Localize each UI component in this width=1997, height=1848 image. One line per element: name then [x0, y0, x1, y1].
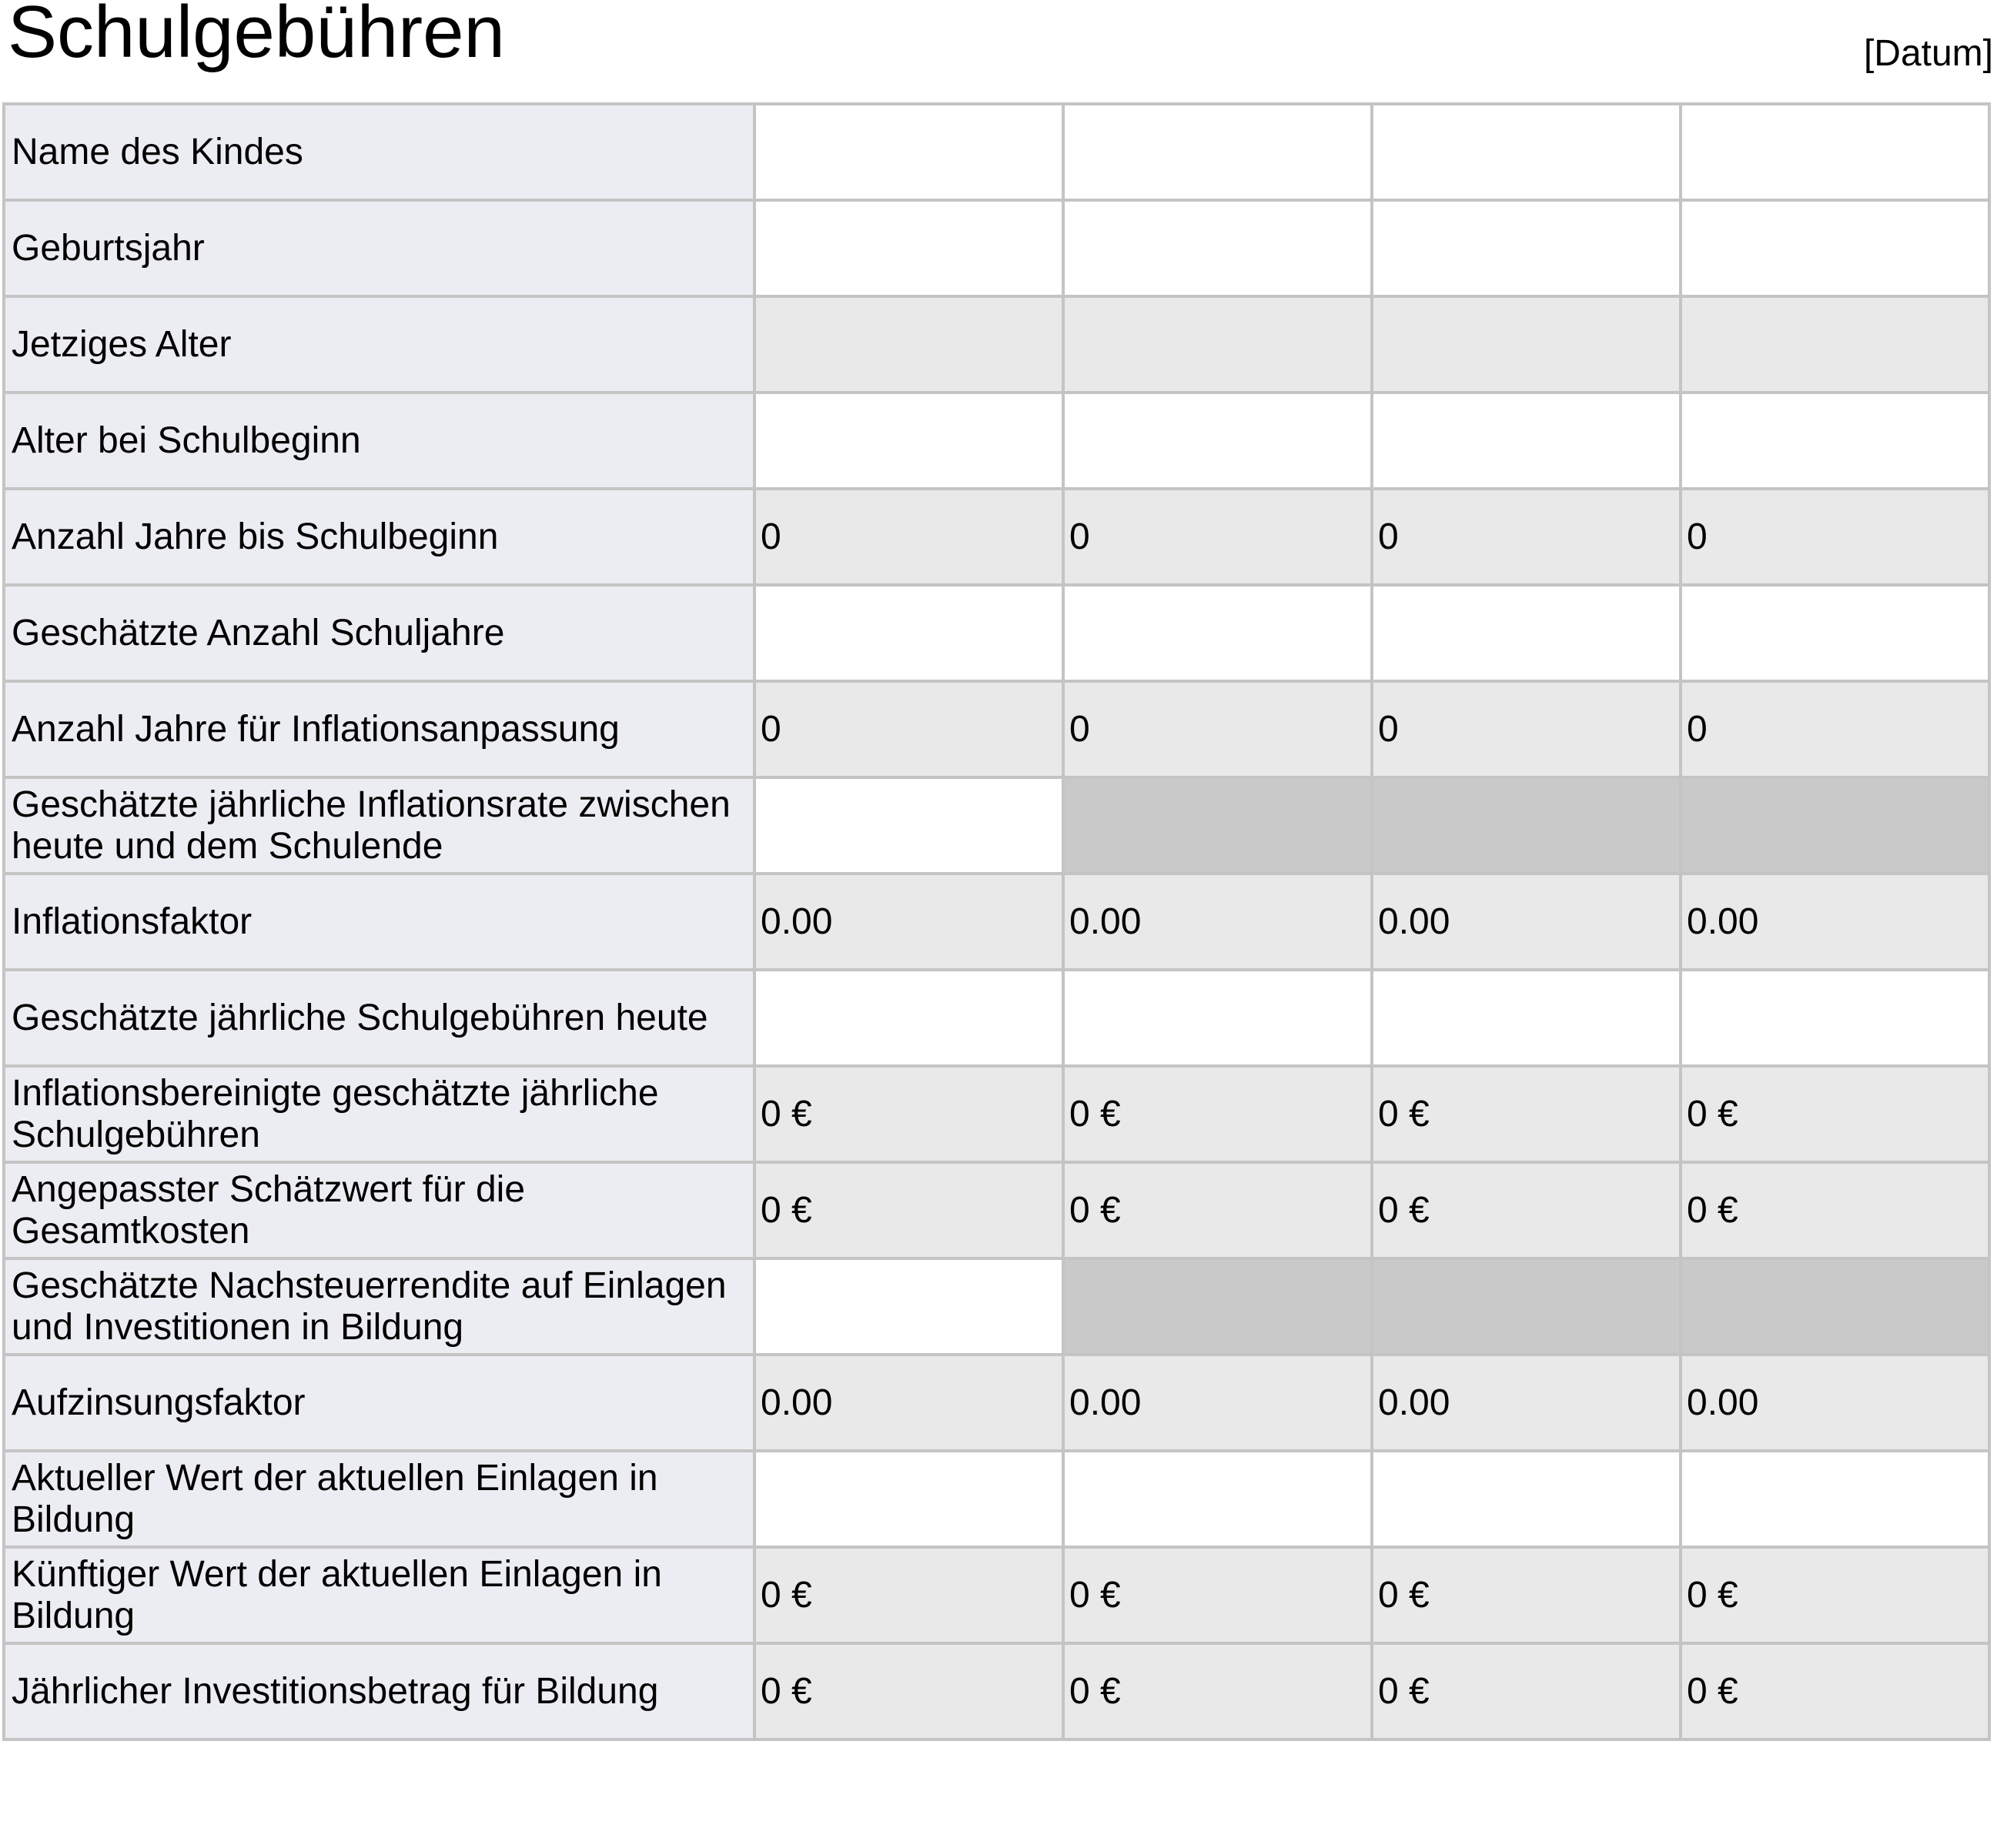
child-4-cell[interactable]	[1681, 970, 1989, 1066]
child-3-cell	[1372, 777, 1681, 874]
child-2-cell[interactable]	[1063, 1451, 1372, 1547]
child-2-cell	[1063, 1258, 1372, 1355]
table-row	[4, 1451, 1989, 1547]
child-1-cell[interactable]	[754, 970, 1063, 1066]
child-3-cell	[1372, 1258, 1681, 1355]
child-4-cell[interactable]	[1681, 393, 1989, 489]
row-label: Name des Kindes	[4, 104, 754, 200]
child-4-cell: 0 €	[1681, 1547, 1989, 1643]
child-2-cell[interactable]	[1063, 104, 1372, 200]
child-4-cell	[1681, 296, 1989, 393]
child-3-cell[interactable]	[1372, 585, 1681, 681]
child-4-cell	[1681, 1258, 1989, 1355]
row-label: Aufzinsungsfaktor	[4, 1355, 754, 1451]
child-1-cell: 0.00	[754, 874, 1063, 970]
row-label: Geschätzte Nachsteuerrendite auf Einlagen und Investitionen in Bildung	[4, 1258, 754, 1355]
child-2-cell[interactable]	[1063, 970, 1372, 1066]
row-label: Geschätzte Anzahl Schuljahre	[4, 585, 754, 681]
child-4-cell[interactable]	[1681, 1451, 1989, 1547]
child-3-cell	[1372, 296, 1681, 393]
child-4-cell[interactable]	[1681, 585, 1989, 681]
child-3-cell[interactable]	[1372, 393, 1681, 489]
table-row	[4, 1258, 1989, 1355]
table-row	[4, 1066, 1989, 1162]
row-label: Geschätzte jährliche Schulgebühren heute	[4, 970, 754, 1066]
child-1-cell[interactable]	[754, 1258, 1063, 1355]
child-2-cell[interactable]	[1063, 585, 1372, 681]
row-label: Inflationsfaktor	[4, 874, 754, 970]
row-label: Geschätzte jährliche Inflationsrate zwischen heute und dem Schulende	[4, 777, 754, 874]
table-row	[4, 1162, 1989, 1258]
child-4-cell: 0 €	[1681, 1643, 1989, 1739]
child-3-cell: 0	[1372, 681, 1681, 777]
table-row	[4, 393, 1989, 489]
tuition-table	[2, 102, 1991, 1741]
child-4-cell[interactable]	[1681, 104, 1989, 200]
table-row	[4, 874, 1989, 970]
child-2-cell	[1063, 296, 1372, 393]
row-label: Inflationsbereinigte geschätzte jährliche Schulgebühren	[4, 1066, 754, 1162]
child-1-cell: 0 €	[754, 1643, 1063, 1739]
child-3-cell: 0.00	[1372, 1355, 1681, 1451]
child-1-cell[interactable]	[754, 585, 1063, 681]
row-label: Anzahl Jahre bis Schulbeginn	[4, 489, 754, 585]
child-1-cell: 0	[754, 489, 1063, 585]
child-1-cell	[754, 296, 1063, 393]
child-4-cell: 0.00	[1681, 1355, 1989, 1451]
table-row	[4, 1547, 1989, 1643]
row-label: Anzahl Jahre für Inflationsanpassung	[4, 681, 754, 777]
child-3-cell[interactable]	[1372, 1451, 1681, 1547]
child-4-cell: 0	[1681, 681, 1989, 777]
child-1-cell: 0 €	[754, 1066, 1063, 1162]
child-4-cell	[1681, 777, 1989, 874]
child-1-cell: 0 €	[754, 1547, 1063, 1643]
child-1-cell[interactable]	[754, 200, 1063, 296]
child-3-cell: 0.00	[1372, 874, 1681, 970]
child-1-cell[interactable]	[754, 393, 1063, 489]
table-row	[4, 777, 1989, 874]
date-field[interactable]: [Datum]	[1863, 33, 1993, 74]
row-label: Aktueller Wert der aktuellen Einlagen in Bildung	[4, 1451, 754, 1547]
row-label: Jetziges Alter	[4, 296, 754, 393]
row-label: Alter bei Schulbeginn	[4, 393, 754, 489]
table-row	[4, 1643, 1989, 1739]
child-4-cell: 0 €	[1681, 1162, 1989, 1258]
table-row	[4, 104, 1989, 200]
table-row	[4, 970, 1989, 1066]
child-1-cell[interactable]	[754, 104, 1063, 200]
child-2-cell: 0.00	[1063, 874, 1372, 970]
child-4-cell: 0.00	[1681, 874, 1989, 970]
child-2-cell: 0	[1063, 681, 1372, 777]
child-2-cell[interactable]	[1063, 393, 1372, 489]
child-2-cell: 0 €	[1063, 1643, 1372, 1739]
child-2-cell: 0 €	[1063, 1066, 1372, 1162]
child-3-cell: 0 €	[1372, 1547, 1681, 1643]
child-3-cell[interactable]	[1372, 200, 1681, 296]
child-3-cell: 0 €	[1372, 1162, 1681, 1258]
page-title: Schulgebühren	[8, 0, 505, 73]
child-2-cell	[1063, 777, 1372, 874]
row-label: Künftiger Wert der aktuellen Einlagen in Bildung	[4, 1547, 754, 1643]
child-2-cell[interactable]	[1063, 200, 1372, 296]
table-row	[4, 200, 1989, 296]
table-row	[4, 489, 1989, 585]
child-3-cell[interactable]	[1372, 970, 1681, 1066]
table-row	[4, 681, 1989, 777]
child-3-cell: 0 €	[1372, 1643, 1681, 1739]
child-4-cell: 0 €	[1681, 1066, 1989, 1162]
row-label: Angepasster Schätzwert für die Gesamtkosten	[4, 1162, 754, 1258]
child-2-cell: 0	[1063, 489, 1372, 585]
child-2-cell: 0.00	[1063, 1355, 1372, 1451]
child-3-cell: 0 €	[1372, 1066, 1681, 1162]
child-4-cell[interactable]	[1681, 200, 1989, 296]
child-4-cell: 0	[1681, 489, 1989, 585]
child-1-cell[interactable]	[754, 777, 1063, 874]
child-3-cell: 0	[1372, 489, 1681, 585]
table-body	[4, 104, 1989, 1739]
table-row	[4, 296, 1989, 393]
row-label: Jährlicher Investitionsbetrag für Bildung	[4, 1643, 754, 1739]
table-row	[4, 1355, 1989, 1451]
child-1-cell: 0 €	[754, 1162, 1063, 1258]
child-1-cell: 0	[754, 681, 1063, 777]
child-2-cell: 0 €	[1063, 1547, 1372, 1643]
child-1-cell[interactable]	[754, 1451, 1063, 1547]
child-1-cell: 0.00	[754, 1355, 1063, 1451]
row-label: Geburtsjahr	[4, 200, 754, 296]
child-3-cell[interactable]	[1372, 104, 1681, 200]
table-row	[4, 585, 1989, 681]
child-2-cell: 0 €	[1063, 1162, 1372, 1258]
